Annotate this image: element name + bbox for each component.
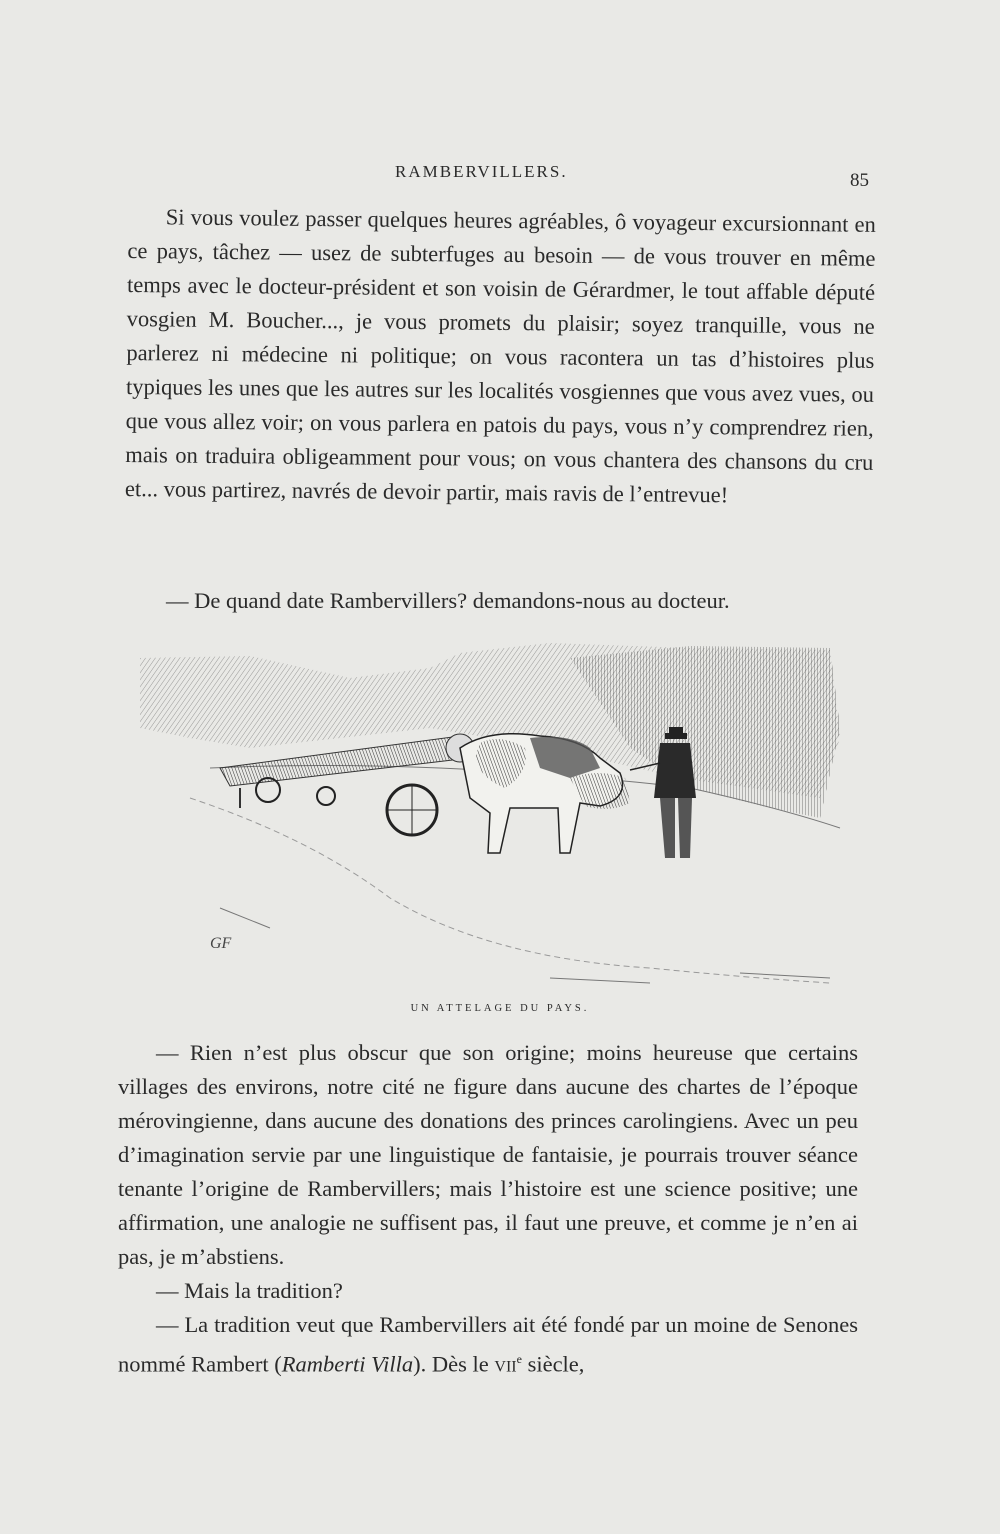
paragraph-5 (118, 1308, 858, 1382)
text-span: — La tradition veut que Rambervillers ait été fondé par un moine de Senones nommé Rambert ( (118, 1312, 858, 1377)
text-block-lower (118, 1036, 858, 1382)
paragraph-3: — Rien n’est plus obscur que son origine; moins heureuse que certains villages des environs, notre cité ne figure dans aucune des chartes de l’époque mérovingienne, dans aucune des donations des princes carolingiens. Avec un peu d’imagination servie par une linguistique de fantaisie, je pourrais trouver séance tenante l’origine de Rambervillers; mais l’histoire est une science positive; une affirmation, une analogie ne suffisent pas, il faut une preuve, et comme je n’en ai pas, je m’abstiens. (118, 1040, 858, 1269)
paragraph-2 (128, 584, 876, 618)
century-numeral: vii (494, 1351, 517, 1377)
paragraph-1 (125, 200, 876, 514)
paragraph-text: Si vous voulez passer quelques heures agréables, ô voyageur excursionnant en ce pays, tâchez — usez de subterfuges au besoin — de vous trouver en même temps avec le docteur-président et son voisin de Gérardmer, le tout affable député vosgien M. Boucher..., je vous promets du plaisir; soyez tranquille, vous ne parlerez ni médecine ni politique; on vous racontera un tas d’histoires plus typiques les unes que les autres sur les localités vosgiennes que vous avez vues, ou que vous allez voir; on vous parlera en patois du pays, vous n’y comprendrez rien, mais on traduira obligeamment pour vous; on vous chantera des chansons du cru et... vous partirez, navrés de devoir partir, mais ravis de l’entrevue! (124, 204, 876, 508)
running-head: RAMBERVILLERS. (395, 162, 568, 181)
figure-caption: UN ATTELAGE DU PAYS. (410, 1003, 590, 1014)
paragraph-4: — Mais la tradition? (156, 1278, 343, 1303)
text-span: ). Dès le (413, 1351, 495, 1377)
page-number: 85 (850, 170, 869, 191)
paragraph-text: — De quand date Rambervillers? demandons-nous au docteur. (166, 588, 730, 613)
artist-signature: GF (210, 935, 232, 952)
log-cart (220, 734, 474, 835)
engraving (130, 638, 870, 998)
road-edge (190, 798, 830, 983)
ordinal-suffix: e (516, 1352, 522, 1366)
latin-name: Ramberti Villa (281, 1351, 414, 1377)
man-figure (654, 727, 696, 858)
text-span: siècle, (521, 1351, 585, 1377)
illustration-ox-cart (130, 638, 870, 998)
